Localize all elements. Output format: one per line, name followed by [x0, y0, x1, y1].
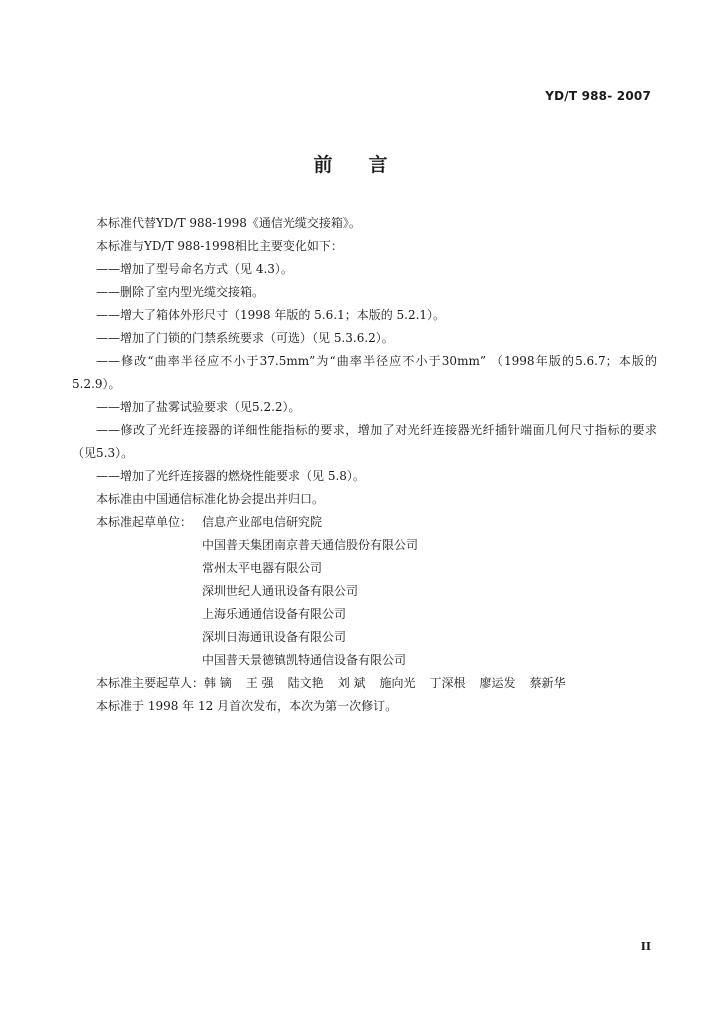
- drafter-name: 刘 斌: [337, 676, 366, 690]
- drafting-unit: 信息产业部电信研究院: [202, 515, 323, 529]
- change-item-door-lock: ——增加了门锁的门禁系统要求（可选）（见 5.3.6.2）。: [96, 331, 394, 345]
- paragraph-proposer: 本标准由中国通信标准化协会提出并归口。: [96, 492, 325, 506]
- paragraph-release-history: 本标准于 1998 年 12 月首次发布，本次为第一次修订。: [96, 699, 398, 713]
- drafter-name: 丁深根: [429, 676, 466, 690]
- drafting-unit: 中国普天景德镇凯特通信设备有限公司: [202, 653, 407, 667]
- change-item-box-size: ——增大了箱体外形尺寸（1998 年版的 5.6.1；本版的 5.2.1）。: [96, 308, 446, 322]
- standard-number: YD/T 988- 2007: [545, 89, 651, 103]
- change-item-connector-performance: ——修改了光纤连接器的详细性能指标的要求，增加了对光纤连接器光纤插针端面几何尺寸指标的要求（见5.3）。: [72, 423, 657, 460]
- drafters-row: [72, 672, 657, 695]
- drafting-unit: 深圳世纪人通讯设备有限公司: [202, 584, 359, 598]
- page-number: II: [640, 940, 651, 953]
- paragraph-replaces: 本标准代替YD/T 988-1998《通信光缆交接箱》。: [96, 216, 361, 230]
- drafter-name: 施向光: [379, 676, 416, 690]
- drafting-units-row: [72, 511, 657, 534]
- drafting-unit: 常州太平电器有限公司: [202, 561, 323, 575]
- change-item-bend-radius: ——修改“曲率半径应不小于37.5mm”为“曲率半径应不小于30mm” （1998年版的5.6.7；本版的5.2.9）。: [72, 354, 657, 391]
- drafting-unit: 上海乐通通信设备有限公司: [202, 607, 347, 621]
- drafting-unit: 深圳日海通讯设备有限公司: [202, 630, 347, 644]
- drafting-units-label: 本标准起草单位：: [96, 515, 193, 529]
- drafter-name: 蔡新华: [529, 676, 566, 690]
- change-item-flammability: ——增加了光纤连接器的燃烧性能要求（见 5.8）。: [96, 469, 365, 483]
- drafting-unit: 中国普天集团南京普天通信股份有限公司: [202, 538, 419, 552]
- page-title: 前言: [313, 154, 424, 176]
- change-item-salt-spray: ——增加了盐雾试验要求（见5.2.2）。: [96, 400, 301, 414]
- drafter-name: 陆文艳: [287, 676, 324, 690]
- drafter-name: 韩 镝: [204, 676, 232, 690]
- drafter-name: 王 强: [245, 676, 274, 690]
- foreword-body: [72, 212, 657, 718]
- change-item-model-naming: ——增加了型号命名方式（见 4.3）。: [96, 262, 293, 276]
- change-item-indoor-removed: ——删除了室内型光缆交接箱。: [96, 285, 265, 299]
- drafter-name: 廖运发: [479, 676, 516, 690]
- drafters-label: 本标准主要起草人：: [96, 676, 205, 690]
- paragraph-changes-intro: 本标准与YD/T 988-1998相比主要变化如下：: [96, 239, 343, 253]
